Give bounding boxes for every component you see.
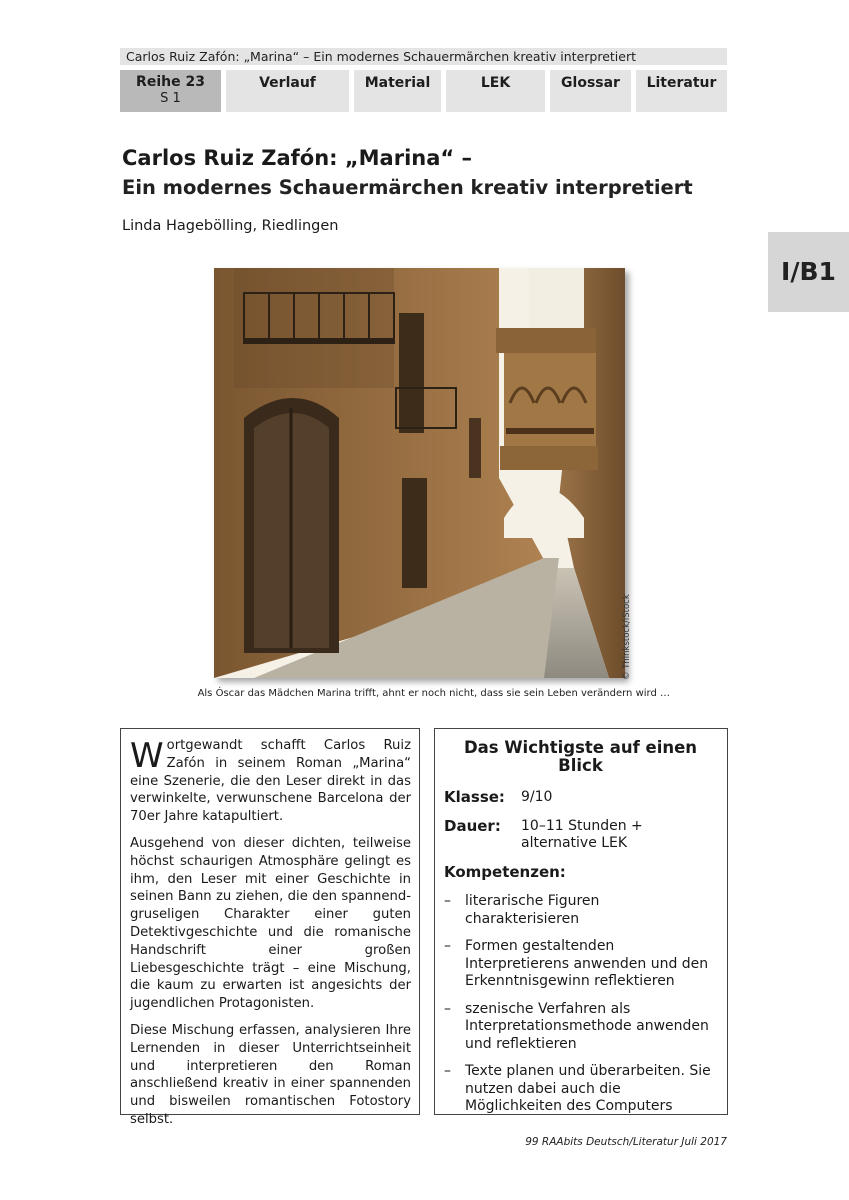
dauer-row bbox=[444, 818, 717, 853]
intro-paragraph-1 bbox=[130, 737, 411, 826]
tab-verlauf[interactable] bbox=[226, 70, 349, 112]
tab-reihe-page: S 1 bbox=[160, 91, 181, 106]
tab-material-label: Material bbox=[364, 75, 431, 91]
klasse-label: Klasse: bbox=[444, 788, 505, 806]
photo-credit: © Thinkstock/iStock bbox=[622, 594, 632, 680]
tab-material[interactable] bbox=[354, 70, 441, 112]
tab-glossar[interactable] bbox=[550, 70, 631, 112]
tab-literatur-label: Literatur bbox=[646, 75, 717, 91]
dropcap: W bbox=[130, 736, 164, 776]
overview-box bbox=[434, 728, 728, 1115]
page-title: Carlos Ruiz Zafón: „Marina“ – bbox=[122, 146, 473, 170]
intro-paragraph-1-text: ortgewandt schafft Carlos Ruiz Zafón in seinem Roman „Marina“ eine Szenerie, die den Leser direkt in das verwinkelte, verwunschene Barcelona der 70er Jahre katapultiert. bbox=[130, 738, 411, 825]
overview-title: Das Wichtigste auf einen Blick bbox=[463, 738, 698, 775]
barcelona-street-photo bbox=[214, 268, 625, 678]
section-side-tab: I/B1 bbox=[768, 232, 849, 312]
kompetenzen-label: Kompetenzen: bbox=[444, 862, 566, 881]
intro-paragraph-2: Ausgehend von dieser dichten, teilweise höchst schaurigen Atmosphäre gelingt es ihm, den Leser mit einer Geschichte in seinen Bann zu ziehen, die den spannend-gruseligen Charakter einer guten Detektivgeschichte und die romanische Handschrift einer großen Liebesgeschichte trägt – eine Mischung, die kaum zu erwarten ist angesichts der jugendlichen Protagonisten. bbox=[130, 835, 411, 1012]
dauer-value: 10–11 Stunden + alternative LEK bbox=[521, 817, 643, 851]
page-subtitle: Ein modernes Schauermärchen kreativ interpretiert bbox=[122, 176, 693, 199]
author-line: Linda Hagebölling, Riedlingen bbox=[122, 218, 339, 234]
publication-footer: 99 RAAbits Deutsch/Literatur Juli 2017 bbox=[525, 1136, 727, 1148]
photo-caption: Als Óscar das Mädchen Marina trifft, ahnt er noch nicht, dass sie sein Leben verändern wird … bbox=[197, 688, 670, 699]
tab-verlauf-label: Verlauf bbox=[259, 75, 316, 91]
tab-lek[interactable] bbox=[446, 70, 545, 112]
kompetenz-text: szenische Verfahren als Interpretationsmethode anwenden und reflektieren bbox=[465, 1000, 709, 1052]
list-item: – szenische Verfahren als Interpretationsmethode anwenden und reflektieren bbox=[444, 1001, 717, 1054]
kompetenz-text: Texte planen und überarbeiten. Sie nutzen dabei auch die Möglichkeiten des Computers bbox=[465, 1063, 711, 1114]
kompetenzen-list bbox=[444, 893, 717, 1116]
tab-lek-label: LEK bbox=[480, 75, 511, 91]
series-title-bar: Carlos Ruiz Zafón: „Marina“ – Ein modernes Schauermärchen kreativ interpretiert bbox=[120, 48, 727, 65]
list-item: – literarische Figuren charakterisieren bbox=[444, 893, 717, 928]
klasse-row bbox=[444, 789, 717, 807]
list-item: – Formen gestaltenden Interpretierens anwenden und den Erkenntnisgewinn reflektieren bbox=[444, 938, 717, 991]
klasse-value: 9/10 bbox=[521, 789, 553, 805]
tab-reihe-label: Reihe 23 bbox=[136, 74, 205, 90]
intro-text-box bbox=[120, 728, 420, 1127]
tab-reihe[interactable] bbox=[120, 70, 221, 112]
intro-paragraph-3: Diese Mischung erfassen, analysieren Ihre Lernenden in dieser Unterrichtseinheit und interpretieren den Roman anschließend kreativ in einer spannenden und bisweilen romantischen Fotostory selbst. bbox=[130, 1022, 411, 1127]
kompetenz-text: literarische Figuren charakterisieren bbox=[465, 893, 600, 927]
dauer-label: Dauer: bbox=[444, 816, 501, 835]
kompetenz-text: Formen gestaltenden Interpretierens anwenden und den Erkenntnisgewinn reflektieren bbox=[465, 938, 709, 989]
tab-literatur[interactable] bbox=[636, 70, 727, 112]
list-item: – Texte planen und überarbeiten. Sie nutzen dabei auch die Möglichkeiten des Computers bbox=[444, 1063, 717, 1116]
tab-glossar-label: Glossar bbox=[561, 75, 620, 91]
